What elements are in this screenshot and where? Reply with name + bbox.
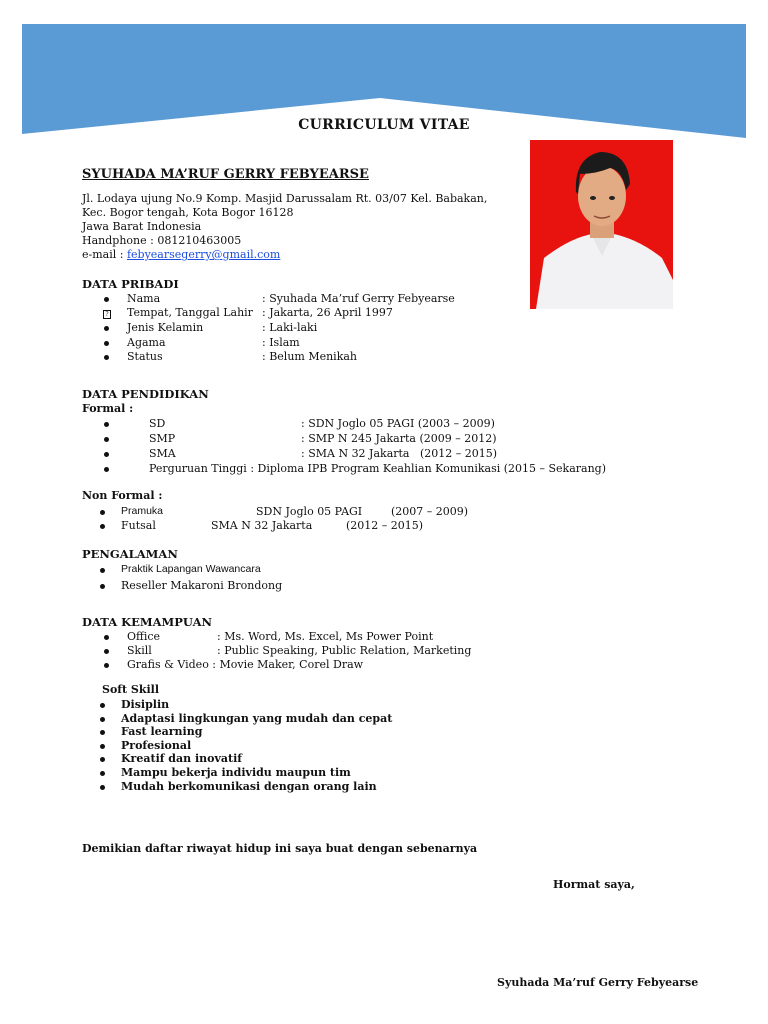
soft-skill-item: Mampu bekerja individu maupun tim [121,766,351,779]
bullet-icon [100,717,105,722]
closing-statement: Demikian daftar riwayat hidup ini saya buat dengan sebenarnya [82,842,478,855]
bullet-icon [104,341,109,346]
nonformal-place: SMA N 32 Jakarta [211,519,313,532]
closing-regards: Hormat saya, [553,878,635,891]
nonformal-years: (2012 – 2015) [346,519,424,532]
bullet-icon [100,524,105,529]
formal-level: SD [149,417,166,430]
formal-level-university [149,462,606,475]
section-heading-pengalaman: PENGALAMAN [82,547,178,561]
soft-skill-label: Soft Skill [102,683,160,696]
bullet-icon [104,326,109,331]
soft-skill-item: Profesional [121,739,192,752]
nonformal-activity: Futsal [121,519,156,532]
email-label: e-mail : [82,248,127,261]
contact-block [82,192,487,262]
bullet-icon [104,467,109,472]
bullet-placeholder-icon: ? [103,310,111,319]
pribadi-label: Agama [127,336,166,349]
experience-item: Reseller Makaroni Brondong [121,579,283,592]
ability-label: Skill [127,644,152,657]
ability-label: Grafis & Video [127,658,209,671]
ability-row [127,658,363,671]
bullet-icon [100,703,105,708]
section-heading-data-pribadi: DATA PRIBADI [82,277,179,291]
soft-skill-item: Adaptasi lingkungan yang mudah dan cepat [121,712,393,725]
section-heading-data-kemampuan: DATA KEMAMPUAN [82,615,213,629]
pribadi-value: : Syuhada Ma’ruf Gerry Febyearse [262,292,455,305]
soft-skill-item: Mudah berkomunikasi dengan orang lain [121,780,377,793]
soft-skill-item: Kreatif dan inovatif [121,752,242,765]
address-line: Jawa Barat Indonesia [82,220,202,233]
bullet-icon [100,785,105,790]
pribadi-label: Tempat, Tanggal Lahir [127,306,253,319]
pribadi-value: : Laki-laki [262,321,318,334]
nonformal-activity: Pramuka [121,505,164,517]
formal-school: : SMP N 245 Jakarta (2009 – 2012) [301,432,497,445]
formal-school: : Diploma IPB Program Keahlian Komunikasi (2015 – Sekarang) [246,462,607,475]
nonformal-place: SDN Joglo 05 PAGI [256,505,363,518]
bullet-icon [100,584,105,589]
formal-level: Perguruan Tinggi [149,462,247,475]
ability-label: Office [127,630,161,643]
address-line: Kec. Bogor tengah, Kota Bogor 16128 [82,206,294,219]
ability-value: : Ms. Word, Ms. Excel, Ms Power Point [217,630,434,643]
phone-line: Handphone : 081210463005 [82,234,242,247]
formal-school: : SDN Joglo 05 PAGI (2003 – 2009) [301,417,495,430]
pribadi-value: : Belum Menikah [262,350,358,363]
bullet-icon [104,355,109,360]
ability-value: : Movie Maker, Corel Draw [208,658,364,671]
pribadi-value: : Jakarta, 26 April 1997 [262,306,393,319]
bullet-icon [100,510,105,515]
profile-photo [530,140,673,309]
pribadi-label: Nama [127,292,161,305]
bullet-icon [104,649,109,654]
formal-level: SMP [149,432,176,445]
ability-value: : Public Speaking, Public Relation, Marketing [217,644,472,657]
formal-label: Formal : [82,402,134,415]
bullet-icon [100,730,105,735]
bullet-icon [100,757,105,762]
nonformal-label: Non Formal : [82,489,163,502]
soft-skill-item: Fast learning [121,725,203,738]
formal-school: : SMA N 32 Jakarta (2012 – 2015) [301,447,498,460]
signature-name: Syuhada Ma’ruf Gerry Febyearse [497,976,699,989]
bullet-icon [104,663,109,668]
pribadi-label: Status [127,350,163,363]
email-line [82,248,487,262]
page-title: CURRICULUM VITAE [298,117,470,133]
experience-item: Praktik Lapangan Wawancara [121,563,261,575]
bullet-icon [100,568,105,573]
soft-skill-item: Disiplin [121,698,170,711]
address-line: Jl. Lodaya ujung No.9 Komp. Masjid Darussalam Rt. 03/07 Kel. Babakan, [82,192,488,205]
bullet-icon [104,437,109,442]
profile-name: SYUHADA MA’RUF GERRY FEBYEARSE [82,167,369,182]
formal-level: SMA [149,447,176,460]
section-heading-data-pendidikan: DATA PENDIDIKAN [82,387,209,401]
bullet-icon [104,635,109,640]
nonformal-years: (2007 – 2009) [391,505,469,518]
bullet-icon [104,422,109,427]
pribadi-label: Jenis Kelamin [127,321,204,334]
bullet-icon [104,297,109,302]
bullet-icon [100,771,105,776]
email-link[interactable]: febyearsegerry@gmail.com [126,248,281,261]
pribadi-value: : Islam [262,336,300,349]
bullet-icon [100,744,105,749]
bullet-icon [104,452,109,457]
